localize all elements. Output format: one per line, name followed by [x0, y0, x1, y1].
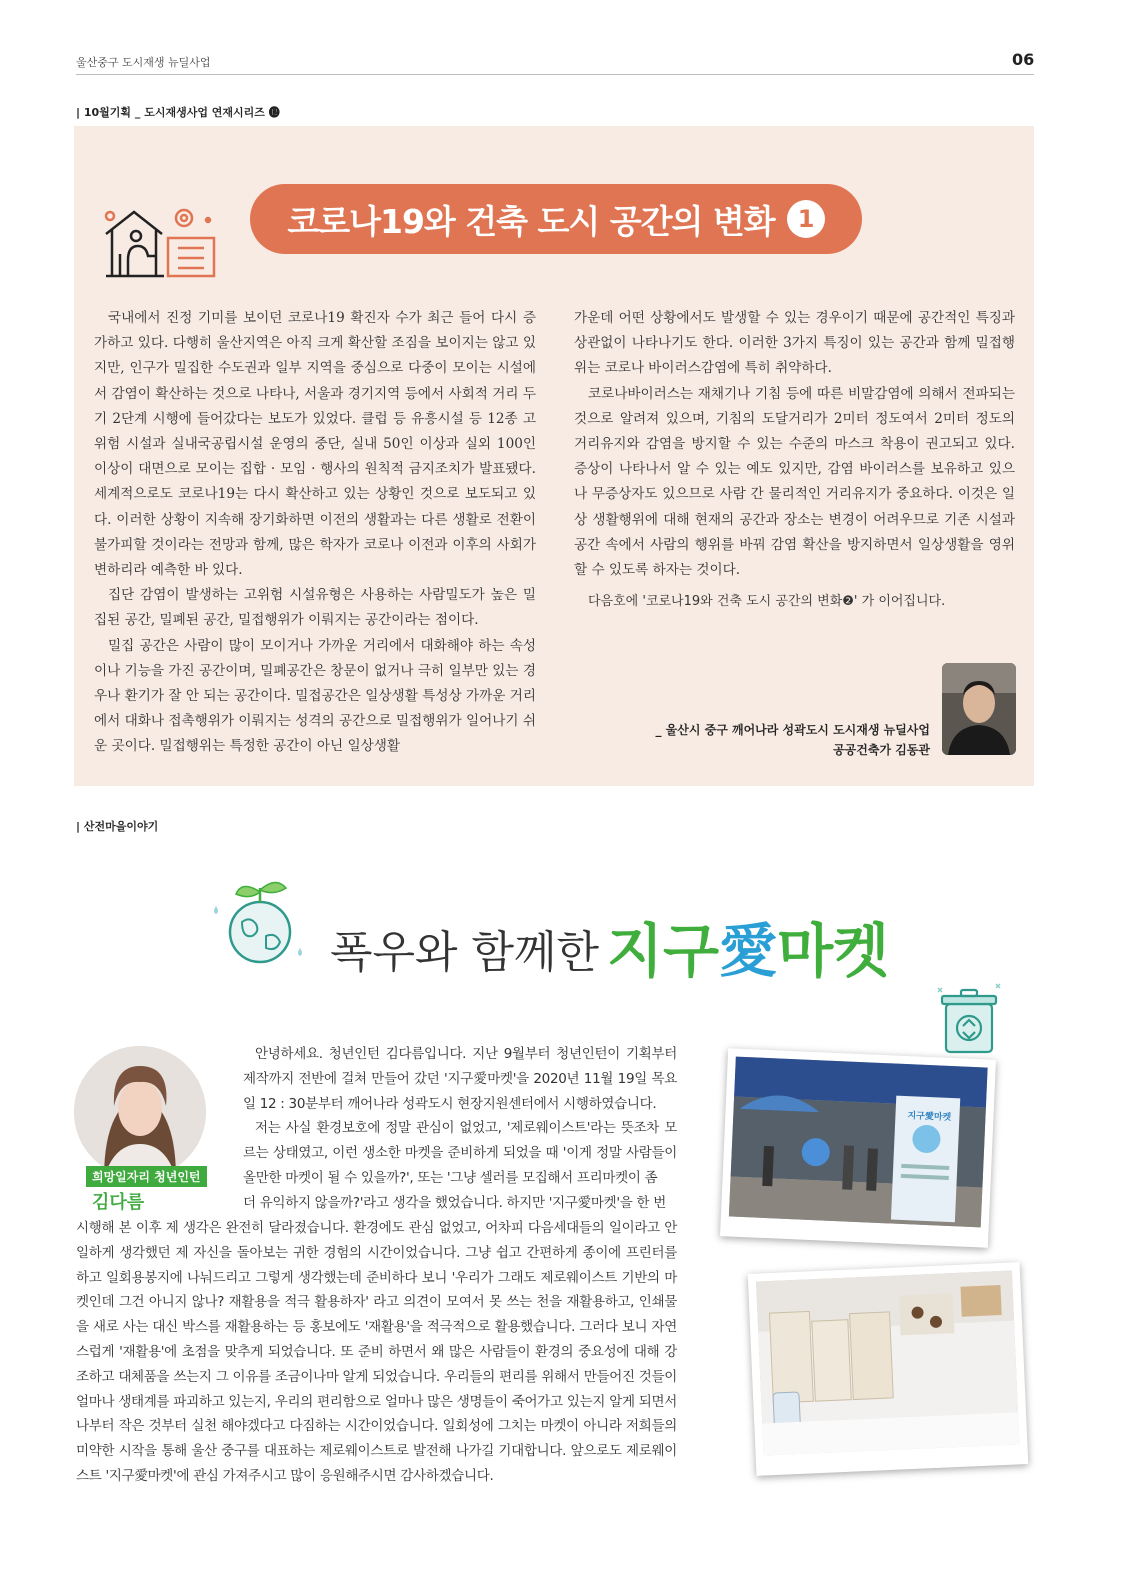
- earth-sprout-icon: [208, 876, 308, 970]
- market-tent-photo: [720, 1048, 996, 1248]
- article-section-tag: | 산전마을이야기: [76, 820, 159, 833]
- profile-name: 김다름: [92, 1192, 145, 1213]
- feature-title-banner: [250, 184, 862, 254]
- profile-role-tag: 희망일자리 청년인턴: [86, 1166, 207, 1187]
- feature-column-2: [574, 306, 1015, 614]
- feature-section-tag: | 10월기획 _ 도시재생사업 연재시리즈 ⓬: [76, 106, 280, 119]
- author-byline: [560, 720, 930, 760]
- feature-paragraph: 국내에서 진정 기미를 보이던 코로나19 확진자 수가 최근 들어 다시 증가하고 있다. 다행히 울산지역은 아직 크게 확산할 조짐을 보이지는 않고 있지만, 인구가 밀집한 수도권과 일부 지역을 중심으로 다중이 모이는 시설에서 감염이 확산하는 것으로 나타나, 서울과 경기지역 등에서 사회적 거리 두기 2단계 시행에 들어갔다는 보도가 있었다. 클럽 등 유흥시설 등 12종 고위험 시설과 실내국공립시설 운영의 중단, 실내 50인 이상과 실외 100인 이상이 대면으로 모이는 집합 · 모임 · 행사의 원칙적 금지조치가 발표됐다. 세계적으로도 코로나19는 다시 확산하고 있는 상황인 것으로 보도되고 있다. 이러한 상황이 지속해 장기화하면 이전의 생활과는 다른 생활로 전환이 불가피할 것이라는 전망과 함께, 많은 학자가 코로나 이전과 이후의 사회가 변하리라 예측한 바 있다.: [94, 310, 536, 579]
- article-paragraph: 안녕하세요. 청년인턴 김다름입니다. 지난 9월부터 청년인턴이 기획부터 제작까지 전반에 걸쳐 만들어 갔던 '지구愛마켓'을 2020년 11월 19일 목요일 12 : 30분부터 깨어나라 성곽도시 현장지원센터에서 시행하였습니다.: [243, 1046, 677, 1112]
- feature-paragraph: 밀집 공간은 사람이 많이 모이거나 가까운 거리에서 대화해야 하는 속성이나 기능을 가진 공간이며, 밀폐공간은 창문이 없거나 극히 일부만 있는 경우나 환기가 잘 안 되는 공간이다. 밀접공간은 일상생활 특성상 가까운 거리에서 대화나 접촉행위가 이뤄지는 성격의 공간으로 밀접행위가 일어나기 쉬운 곳이다. 밀접행위는 특정한 공간이 아닌 일상생활: [94, 637, 536, 755]
- title-part-love: 愛: [719, 917, 778, 985]
- feature-column-1: [94, 306, 536, 760]
- article-body-line: 더 유익하지 않을까?'라고 생각을 했었습니다. 하지만 '지구愛마켓'을 한 번: [243, 1195, 666, 1211]
- byline-name: 공공건축가 김동관: [833, 743, 930, 757]
- series-number-badge: 1: [787, 200, 825, 238]
- article-title-plain: 폭우와 함께한: [330, 927, 600, 978]
- author-photo: [942, 663, 1016, 755]
- article-paragraph: 저는 사실 환경보호에 정말 관심이 없었고, '제로웨이스트'라는 뜻조차 모르는 상태였고, 이런 생소한 마켓을 준비하게 되었을 때 '이게 정말 사람들이 올만한 마켓이 될 수 있을까?', 또는 '그냥 셀러를 모집해서 프리마켓이 좀: [243, 1120, 677, 1186]
- feature-paragraph: 코로나바이러스는 재채기나 기침 등에 따른 비말감염에 의해서 전파되는 것으로 알려져 있으며, 기침의 도달거리가 2미터 정도여서 2미터 정도의 거리유지와 감염을 방지할 수 있는 수준의 마스크 착용이 권고되고 있다. 증상이 나타나서 알 수 있는 예도 있지만, 감염 바이러스를 보유하고 있으나 무증상자도 있으므로 사람 간 물리적인 거리유지가 중요하다. 이것은 일상 생활행위에 대해 현재의 공간과 장소는 변경이 어려우므로 기존 시설과 공간 속에서 사람의 행위를 바꿔 감염 확산을 방지하면서 일상생활을 영위할 수 있도록 하자는 것이다.: [574, 385, 1015, 579]
- title-part-market: 마켓: [777, 917, 890, 985]
- article-body-bottom: 시행해 본 이후 제 생각은 완전히 달라졌습니다. 환경에도 관심 없었고, 어차피 다음세대들의 일이라고 안일하게 생각했던 제 자신을 돌아보는 귀한 경험의 시간이었습니다. 그냥 쉽고 간편하게 종이에 프린터를 하고 일회용봉지에 나눠드리고 그렇게 생각했는데 준비하다 보니 '우리가 그래도 제로웨이스트 기반의 마켓인데 그건 아니지 않나? 재활용을 적극 활용하자' 라고 의견이 모여서 못 쓰는 천을 재활용하고, 인쇄물을 새로 사는 대신 박스를 재활용하는 등 홍보에도 '재활용'을 적극적으로 활용했습니다. 그러다 보니 자연스럽게 '재활용'에 초점을 맞추게 되었습니다. 또 준비 하면서 왜 많은 사람들이 환경의 중요성에 대해 강조하고 대체품을 쓰는지 그 이유를 조금이나마 알게 되었습니다. 우리들의 편리를 위해서 만들어진 것들이 얼마나 생태계를 파괴하고 있는지, 우리의 편리함으로 얼마나 많은 생명들이 죽어가고 있는지 알게 되면서 나부터 작은 것부터 실천 해야겠다고 다짐하는 시간이었습니다. 일회성에 그치는 마켓이 아니라 저희들의 미약한 시작을 통해 울산 중구를 대표하는 제로웨이스트로 발전해 나가길 기대합니다. 앞으로도 제로웨이스트 '지구愛마켓'에 관심 가져주시고 많이 응원해주시면 감사하겠습니다.: [76, 1220, 677, 1484]
- profile-photo: [74, 1046, 206, 1178]
- article-title-highlight: [607, 917, 889, 985]
- article-body-top: [243, 1042, 677, 1191]
- article-title: [330, 900, 889, 984]
- market-sign-text: 지구愛마켓: [907, 1111, 952, 1124]
- page-number: 06: [1012, 50, 1035, 69]
- feature-paragraph: 집단 감염이 발생하는 고위험 시설유형은 사용하는 사람밀도가 높은 밀집된 공간, 밀폐된 공간, 밀접행위가 이뤄지는 공간이라는 점이다.: [94, 587, 536, 629]
- house-worker-icon: [100, 198, 218, 284]
- feature-title: 코로나19와 건축 도시 공간의 변화: [287, 201, 775, 241]
- header-divider: [76, 74, 1034, 75]
- market-table-photo: [748, 1262, 1029, 1476]
- title-part-earth: 지구: [607, 917, 720, 985]
- next-issue-note: 다음호에 '코로나19와 건축 도시 공간의 변화❷' 가 이어집니다.: [588, 594, 946, 610]
- running-header: 울산중구 도시재생 뉴딜사업: [76, 56, 211, 69]
- feature-paragraph: 가운데 어떤 상황에서도 발생할 수 있는 경우이기 때문에 공간적인 특징과 상관없이 나타나기도 한다. 이러한 3가지 특징이 있는 공간과 함께 밀접행위는 코로나 바이러스감염에 특히 취약하다.: [574, 310, 1015, 377]
- byline-affiliation: _ 울산시 중구 깨어나라 성곽도시 도시재생 뉴딜사업: [655, 723, 930, 737]
- recycle-bin-icon: [934, 982, 1004, 1062]
